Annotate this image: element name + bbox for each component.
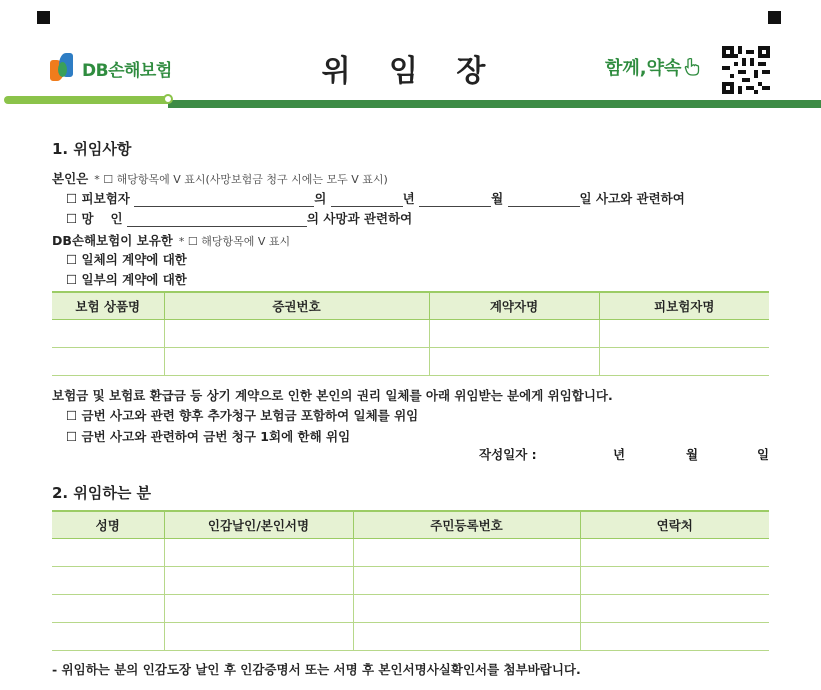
holder-note: * ☐ 해당항목에 V 표시 [178,235,291,248]
table-cell[interactable] [164,348,429,376]
contracts-table-header [52,292,769,320]
column-header: 보험 상품명 [52,292,164,320]
table-cell[interactable] [52,320,164,348]
table-cell[interactable] [353,539,580,567]
delegation-statement: 보험금 및 보험료 환급금 등 상기 계약으로 인한 본인의 권리 일체를 아래 위임받는 분에게 위임합니다. [52,388,613,403]
table-cell[interactable] [164,623,353,651]
document-header [0,40,821,112]
column-header: 피보험자명 [599,292,769,320]
brand-slogan [605,54,700,80]
deceased-name-field[interactable] [127,212,307,227]
insured-checkbox-label[interactable]: ☐ 피보험자 [66,191,130,206]
pointing-hand-icon [684,58,700,76]
table-cell[interactable] [580,567,769,595]
partial-contracts-checkbox[interactable]: ☐ 일부의 계약에 대한 [66,272,187,287]
footer-note: - 위임하는 분의 인감도장 날인 후 인감증명서 또는 서명 후 본인서명사실확인서를 첨부바랍니다. [52,662,581,677]
table-cell[interactable] [164,595,353,623]
table-cell[interactable] [52,348,164,376]
table-cell[interactable] [353,595,580,623]
accident-day-field[interactable] [508,192,580,207]
contracts-table [52,291,769,376]
delegators-table [52,510,769,651]
table-cell[interactable] [52,623,164,651]
column-header: 증권번호 [164,292,429,320]
year-label: 년 [402,191,415,206]
table-row [52,567,769,595]
table-cell[interactable] [52,595,164,623]
qr-code-icon [722,46,770,94]
table-cell[interactable] [429,348,599,376]
option-full-delegation-checkbox[interactable]: ☐ 금번 사고와 관련 향후 추가청구 보험금 포함하여 일체를 위임 [66,408,419,423]
holder-row [52,231,290,249]
deceased-row [66,209,412,227]
table-cell[interactable] [353,567,580,595]
day-suffix: 일 사고와 관련하여 [579,191,685,206]
registration-mark-right [768,11,781,24]
column-header: 성명 [52,511,164,539]
brand-name: DB손해보험 [82,60,172,81]
month-label: 월 [491,191,504,206]
table-cell[interactable] [164,567,353,595]
table-row [52,320,769,348]
document-title: 위 임 장 [321,54,500,89]
table-cell[interactable] [599,320,769,348]
column-header: 주민등록번호 [353,511,580,539]
header-band-join [163,94,173,104]
table-cell[interactable] [164,539,353,567]
table-cell[interactable] [580,623,769,651]
slogan-text: 함께,약속 [605,58,682,79]
delegators-table-header [52,511,769,539]
section2-title: 2. 위임하는 분 [52,484,152,502]
section1-title: 1. 위임사항 [52,140,132,158]
principal-label: 본인은 [52,171,89,186]
insured-row [66,189,685,207]
table-cell[interactable] [164,320,429,348]
date-year-label: 년 [613,447,626,462]
column-header: 인감날인/본인서명 [164,511,353,539]
table-cell[interactable] [353,623,580,651]
deceased-suffix: 의 사망과 관련하여 [306,211,413,226]
holder-label: DB손해보험이 보유한 [52,233,173,248]
table-row [52,348,769,376]
insured-name-field[interactable] [134,192,314,207]
all-contracts-checkbox[interactable]: ☐ 일체의 계약에 대한 [66,252,187,267]
insured-of: 의 [314,191,327,206]
table-cell[interactable] [599,348,769,376]
table-cell[interactable] [52,539,164,567]
principal-note: * ☐ 해당항목에 V 표시(사망보험금 청구 시에는 모두 V 표시) [94,173,388,186]
header-band-light [4,96,169,104]
table-cell[interactable] [580,539,769,567]
table-cell[interactable] [580,595,769,623]
option-single-claim-checkbox[interactable]: ☐ 금번 사고와 관련하여 금번 청구 1회에 한해 위임 [66,429,351,444]
table-row [52,623,769,651]
principal-row [52,169,388,187]
table-cell[interactable] [429,320,599,348]
table-row [52,595,769,623]
registration-mark-left [37,11,50,24]
date-month-label: 월 [686,447,699,462]
accident-year-field[interactable] [331,192,403,207]
date-label: 작성일자 : [479,447,537,462]
accident-month-field[interactable] [419,192,491,207]
column-header: 계약자명 [429,292,599,320]
date-day-label: 일 [757,447,770,462]
table-cell[interactable] [52,567,164,595]
table-row [52,539,769,567]
header-band-dark [168,100,821,108]
deceased-checkbox-label[interactable]: ☐ 망 인 [66,211,123,226]
column-header: 연락처 [580,511,769,539]
